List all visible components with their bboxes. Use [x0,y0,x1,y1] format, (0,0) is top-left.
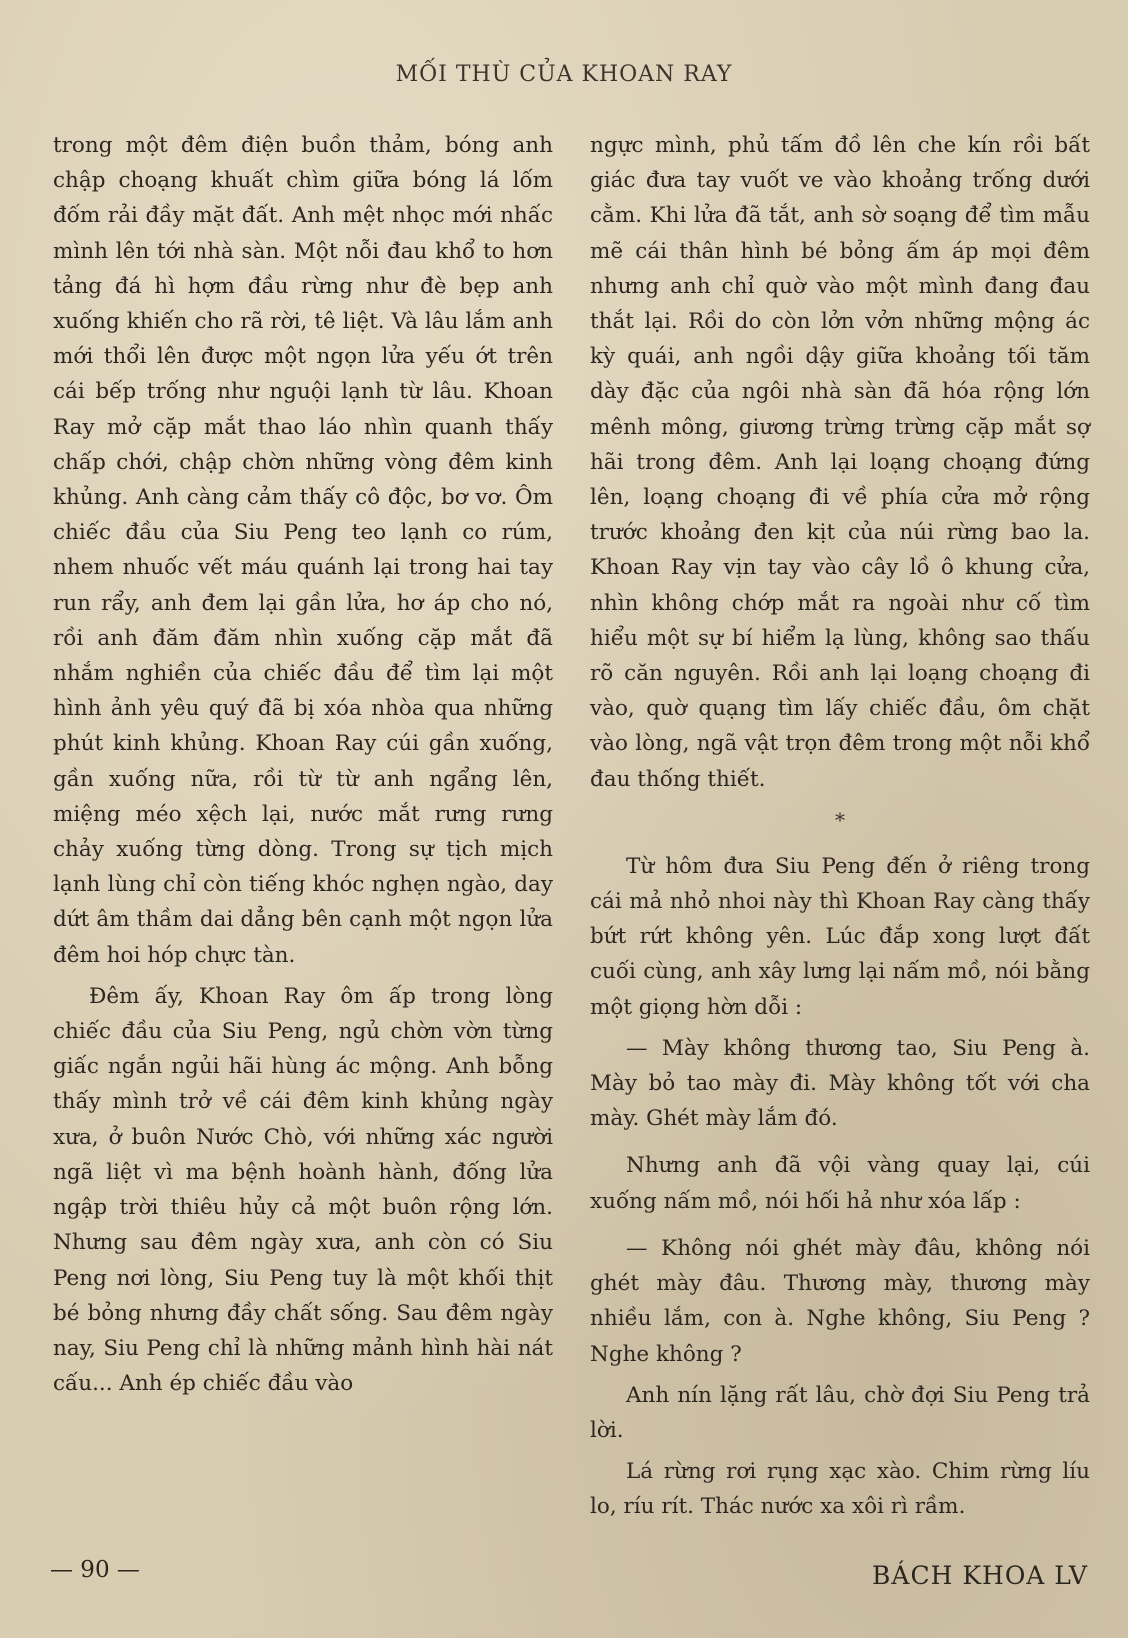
journal-name: BÁCH KHOA LV [872,1561,1088,1590]
left-paragraph-1: trong một đêm điện buồn thảm, bóng anh chập choạng khuất chìm giữa bóng lá lốm đốm rải đầy mặt đất. Anh mệt nhọc mới nhấc mình lên tới nhà sàn. Một nỗi đau khổ to hơn tảng đá hì hợm đầu rừng như đè bẹp anh xuống khiến cho rã rời, tê liệt. Và lâu lắm anh mới thổi lên được một ngọn lửa yếu ớt trên cái bếp trống như nguội lạnh từ lâu. Khoan Ray mở cặp mắt thao láo nhìn quanh thấy chấp chới, chập chờn những vòng đêm kinh khủng. Anh càng cảm thấy cô độc, bơ vơ. Ôm chiếc đầu của Siu Peng teo lạnh co rúm, nhem nhuốc vết máu quánh lại trong hai tay run rẩy, anh đem lại gần lửa, hơ áp cho nó, rồi anh đăm đăm nhìn xuống cặp mắt đã nhắm nghiền của chiếc đầu để tìm lại một hình ảnh yêu quý đã bị xóa nhòa qua những phút kinh khủng. Khoan Ray cúi gần xuống, gần xuống nữa, rồi từ từ anh ngẩng lên, miệng méo xệch lại, nước mắt rưng rưng chảy xuống từng dòng. Trong sự tịch mịch lạnh lùng chỉ còn tiếng khóc nghẹn ngào, day dứt âm thầm dai dẳng bên cạnh một ngọn lửa đêm hoi hóp chực tàn. [53,133,553,968]
right-paragraph-2: Từ hôm đưa Siu Peng đến ở riêng trong cái mả nhỏ nhoi này thì Khoan Ray càng thấy bứt rứt không yên. Lúc đắp xong lượt đất cuối cùng, anh xây lưng lại nấm mồ, nói bằng một giọng hờn dỗi : [590,853,1090,1020]
left-column [53,128,553,1401]
right-paragraph-5: — Không nói ghét mày đâu, không nói ghét mày đâu. Thương mày, thương mày nhiều lắm, con à. Nghe không, Siu Peng ? Nghe không ? [590,1235,1090,1367]
right-paragraph-3: — Mày không thương tao, Siu Peng à. Mày bỏ tao mày đi. Mày không tốt với cha mày. Ghét mày lắm đó. [590,1035,1090,1132]
right-paragraph-6: Anh nín lặng rất lâu, chờ đợi Siu Peng trả lời. [590,1382,1090,1443]
left-paragraph-2: Đêm ấy, Khoan Ray ôm ấp trong lòng chiếc đầu của Siu Peng, ngủ chờn vờn từng giấc ngắn ngủi hãi hùng ác mộng. Anh bỗng thấy mình trở về cái đêm kinh khủng ngày xưa, ở buôn Nước Chò, với những xác người ngã liệt vì ma bệnh hoành hành, đống lửa ngập trời thiêu hủy cả một buôn rộng lớn. Nhưng sau đêm ngày xưa, anh còn có Siu Peng nơi lòng, Siu Peng tuy là một khối thịt bé bỏng nhưng đầy chất sống. Sau đêm ngày nay, Siu Peng chỉ là những mảnh hình hài nát cấu... Anh ép chiếc đầu vào [53,983,553,1397]
right-paragraph-4: Nhưng anh đã vội vàng quay lại, cúi xuống nấm mồ, nói hối hả như xóa lấp : [590,1153,1090,1214]
running-head: MỐI THÙ CỦA KHOAN RAY [395,62,733,87]
section-divider: * [835,807,845,832]
right-paragraph-7: Lá rừng rơi rụng xạc xào. Chim rừng líu lo, ríu rít. Thác nước xa xôi rì rầm. [590,1459,1090,1520]
right-column [590,128,1090,1525]
right-paragraph-1: ngực mình, phủ tấm đồ lên che kín rồi bất giác đưa tay vuốt ve vào khoảng trống dưới cằm. Khi lửa đã tắt, anh sờ soạng để tìm mẫu mẽ cái thân hình bé bỏng ấm áp mọi đêm nhưng anh chỉ quờ vào một mình đang đau thắt lại. Rồi do còn lởn vởn những mộng ác kỳ quái, anh ngồi dậy giữa khoảng tối tăm dày đặc của ngôi nhà sàn đã hóa rộng lớn mênh mông, giương trừng trừng cặp mắt sợ hãi trong đêm. Anh lại loạng choạng đứng lên, loạng choạng đi về phía cửa mở rộng trước khoảng đen kịt của núi rừng bao la. Khoan Ray vịn tay vào cây lồ ô khung cửa, nhìn không chớp mắt ra ngoài như cố tìm hiểu một sự bí hiểm lạ lùng, không sao thấu rõ căn nguyên. Rồi anh lại loạng choạng đi vào, quờ quạng tìm lấy chiếc đầu, ôm chặt vào lòng, ngã vật trọn đêm trong một nỗi khổ đau thống thiết. [590,133,1090,792]
page-number: — 90 — [50,1557,140,1583]
